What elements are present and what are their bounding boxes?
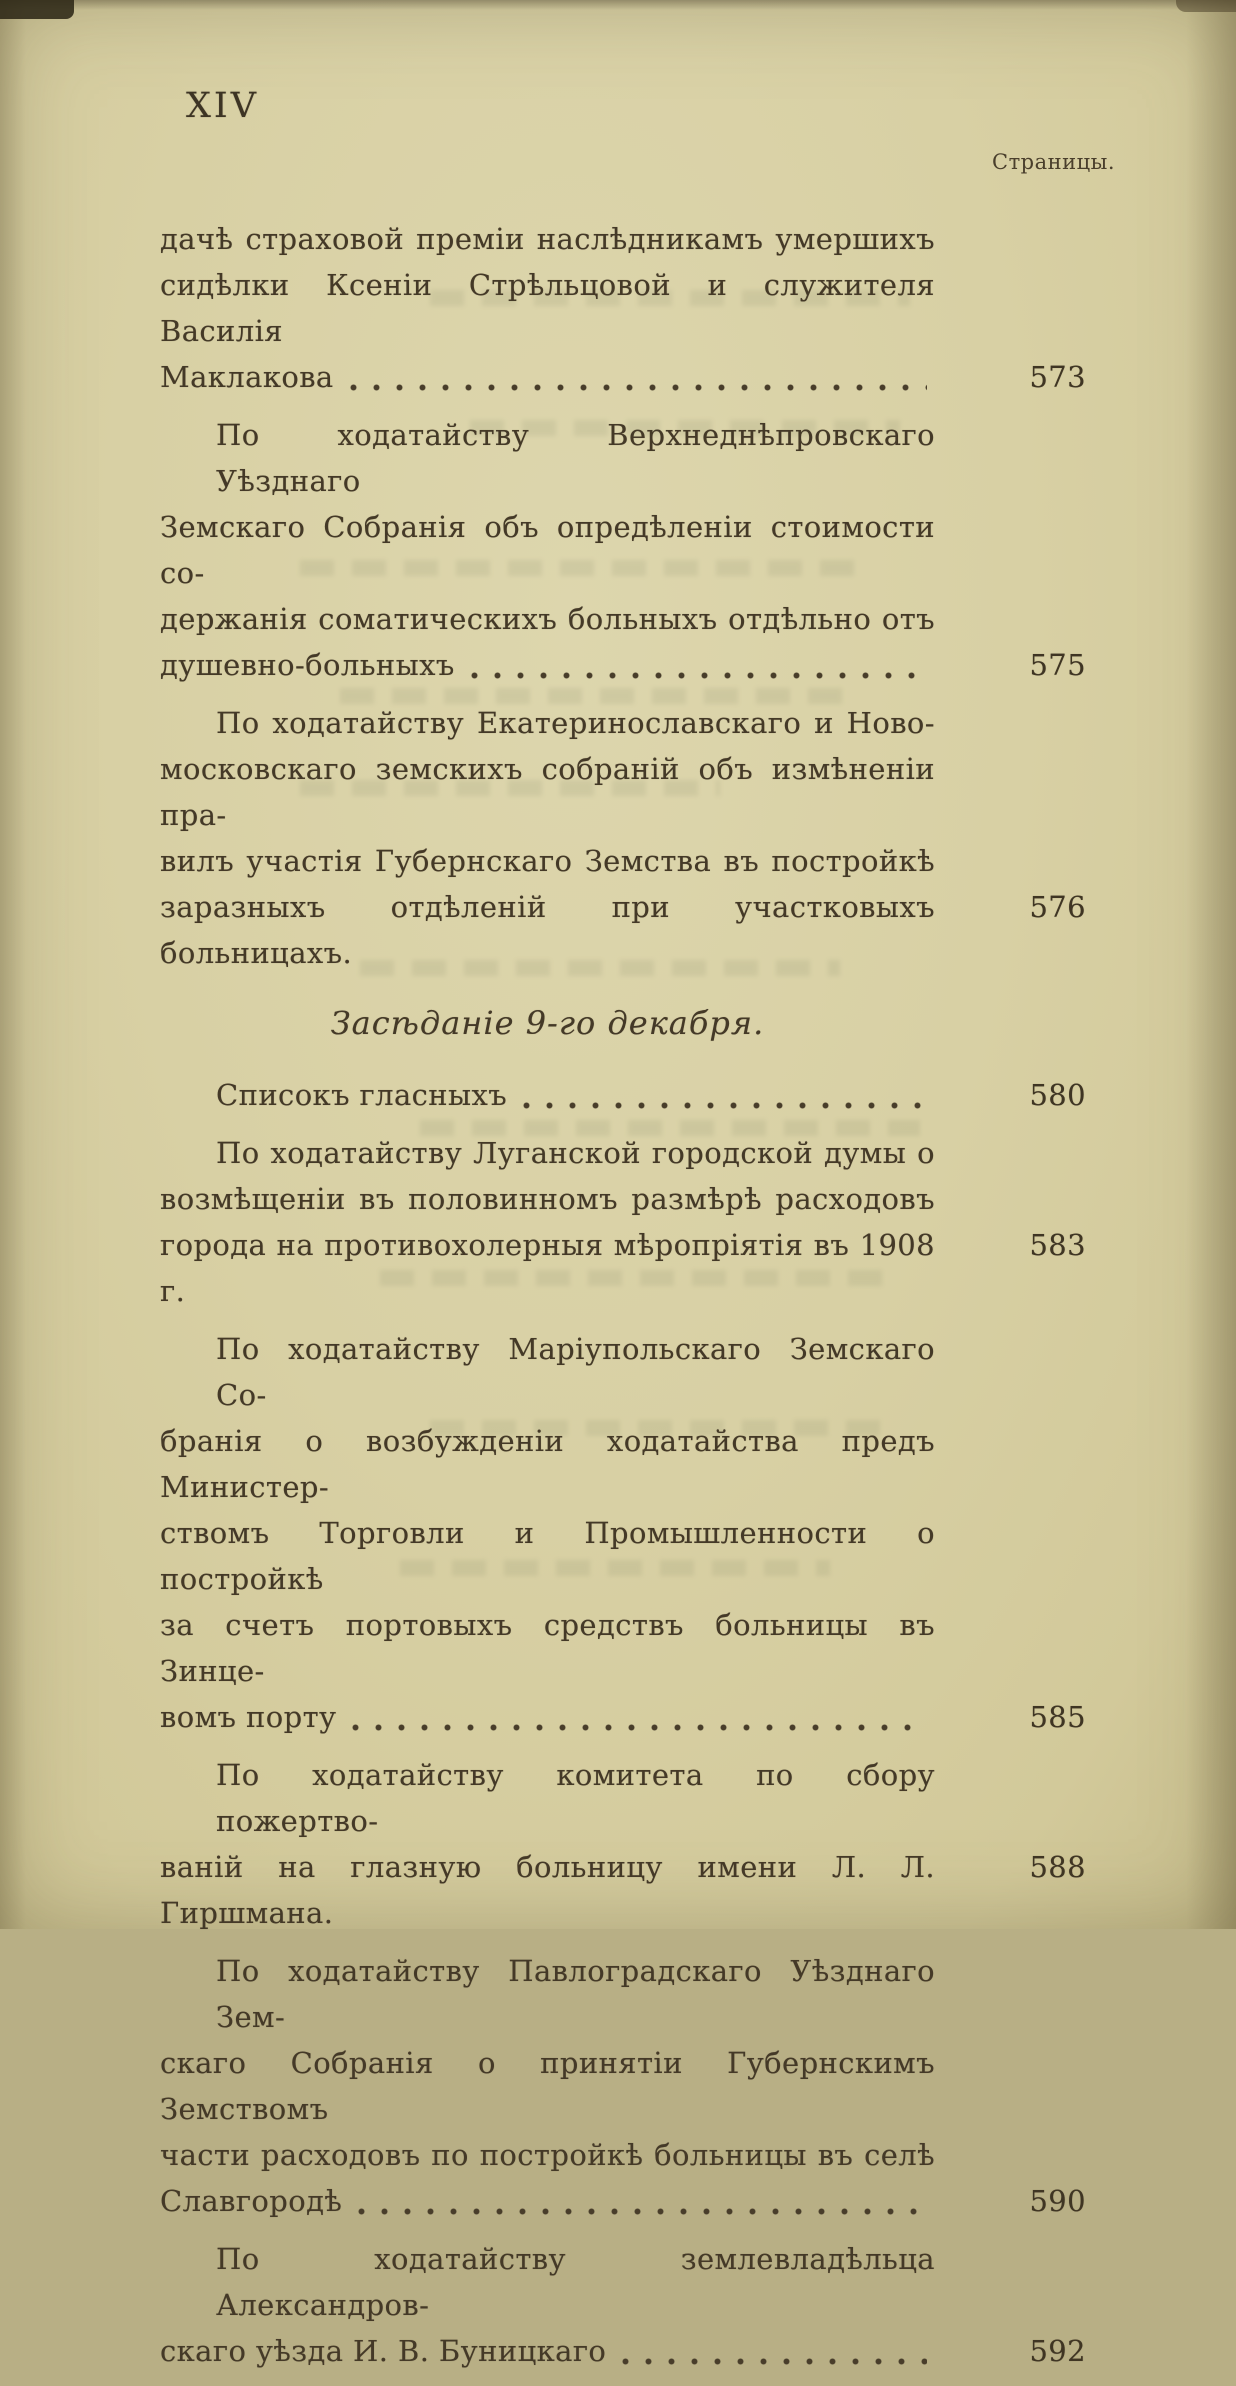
- toc-entry-line: [160, 1844, 1100, 1936]
- toc-entry-line: [160, 2040, 1100, 2132]
- toc-entry-line: [160, 354, 1100, 400]
- toc-entry-line: [160, 1510, 1100, 1602]
- toc-entry-line: [160, 642, 1100, 688]
- toc-entry: [160, 216, 1100, 400]
- toc-entry-line: [160, 2236, 1100, 2328]
- page-number: 576: [1029, 890, 1086, 924]
- entry-text: душевно-больныхъ: [160, 648, 455, 682]
- page-number: 590: [1029, 2184, 1086, 2218]
- page-left-shadow: [0, 0, 26, 1929]
- toc-entry-line: [160, 1130, 1100, 1176]
- toc-entry-line: [160, 216, 1100, 262]
- scan-corner-mark: [1176, 0, 1236, 12]
- toc-entry: [160, 1326, 1100, 1740]
- dot-leader: [358, 2207, 927, 2216]
- toc-entry-line: [160, 1752, 1100, 1844]
- dot-leader: [352, 1723, 927, 1732]
- entry-text: скаго уѣзда И. В. Буницкаго: [160, 2334, 607, 2368]
- entry-text: бранія о возбужденіи ходатайства предъ Министер-: [160, 1424, 935, 1504]
- toc-entry: [160, 1130, 1100, 1314]
- pages-column-header: Страницы.: [992, 150, 1116, 174]
- toc-entry-line: [160, 504, 1100, 596]
- dot-leader: [622, 2357, 927, 2366]
- toc-entry: [160, 412, 1100, 688]
- page-number: 575: [1029, 648, 1086, 682]
- toc-entry-line: [160, 2132, 1100, 2178]
- toc-entry-line: [160, 412, 1100, 504]
- entry-text: дачѣ страховой преміи наслѣдникамъ умершихъ: [160, 222, 935, 256]
- dot-leader: [471, 671, 927, 680]
- page-top-shadow: [0, 0, 1236, 10]
- entry-text: скаго Собранія о принятіи Губернскимъ Земствомъ: [160, 2046, 935, 2126]
- toc-entry-line: [160, 884, 1100, 976]
- entry-text: Земскаго Собранія объ опредѣленіи стоимости со-: [160, 510, 935, 590]
- page-number: 583: [1029, 1228, 1086, 1262]
- page-folio-number: XIV: [186, 86, 260, 126]
- entry-text: города на противохолерныя мѣропріятія въ 1908 г.: [160, 1228, 935, 1308]
- toc-entry-line: [160, 1176, 1100, 1222]
- toc-entry: [160, 1752, 1100, 1936]
- toc-entry-line: [160, 1948, 1100, 2040]
- toc-entry: [160, 1072, 1100, 1118]
- toc-entry-line: [160, 1694, 1100, 1740]
- toc-entry-line: [160, 596, 1100, 642]
- entry-text: московскаго земскихъ собраній объ измѣненіи пра-: [160, 752, 935, 832]
- toc-entry-line: [160, 262, 1100, 354]
- entry-text: части расходовъ по постройкѣ больницы въ селѣ: [160, 2138, 935, 2172]
- page-number: 588: [1029, 1850, 1086, 1884]
- entry-text: возмѣщеніи въ половинномъ размѣрѣ расходовъ: [160, 1182, 935, 1216]
- toc-entry-line: [160, 1602, 1100, 1694]
- dot-leader: [350, 383, 927, 392]
- entry-text: Славгородѣ: [160, 2184, 343, 2218]
- entry-text: По ходатайству комитета по сбору пожертво-: [216, 1758, 935, 1838]
- toc-entry-line: [160, 1072, 1100, 1118]
- toc-entry-line: [160, 1418, 1100, 1510]
- entry-text: По ходатайству Луганской городской думы о: [216, 1136, 935, 1170]
- entry-text: По ходатайству землевладѣльца Александров-: [216, 2242, 935, 2322]
- page-number: 592: [1029, 2334, 1086, 2368]
- dot-leader: [523, 1101, 927, 1110]
- toc-entry-line: [160, 1222, 1100, 1314]
- entry-text: держанія соматическихъ больныхъ отдѣльно отъ: [160, 602, 935, 636]
- toc-entry-line: [160, 746, 1100, 838]
- page-number: 580: [1029, 1078, 1086, 1112]
- toc-entry-line: [160, 700, 1100, 746]
- table-of-contents: [160, 216, 1100, 2386]
- toc-entry-line: [160, 2178, 1100, 2224]
- toc-entry-line: [160, 2328, 1100, 2374]
- entry-text: вомъ порту: [160, 1700, 337, 1734]
- toc-entry: [160, 2236, 1100, 2374]
- toc-entry: [160, 700, 1100, 976]
- entry-text: заразныхъ отдѣленій при участковыхъ больницахъ.: [160, 890, 935, 970]
- entry-text: Списокъ гласныхъ: [216, 1078, 508, 1112]
- page-number: 573: [1029, 360, 1086, 394]
- entry-text: Маклакова: [160, 360, 334, 394]
- entry-text: вилъ участія Губернскаго Земства въ постройкѣ: [160, 844, 935, 878]
- entry-text: По ходатайству Верхнеднѣпровскаго Уѣзднаго: [216, 418, 935, 498]
- entry-text: ствомъ Торговли и Промышленности о постройкѣ: [160, 1516, 935, 1596]
- page-right-shadow: [1186, 0, 1236, 1929]
- entry-text: ваній на глазную больницу имени Л. Л. Гиршмана.: [160, 1850, 935, 1930]
- toc-entry: [160, 1948, 1100, 2224]
- entry-text: за счетъ портовыхъ средствъ больницы въ Зинце-: [160, 1608, 935, 1688]
- entry-text: сидѣлки Ксеніи Стрѣльцовой и служителя Василія: [160, 268, 935, 348]
- entry-text: По ходатайству Маріупольскаго Земскаго Со-: [216, 1332, 935, 1412]
- page-number: 585: [1029, 1700, 1086, 1734]
- toc-entry-line: [160, 1326, 1100, 1418]
- scan-corner-mark: [0, 0, 74, 19]
- toc-entry-line: [160, 838, 1100, 884]
- session-heading: Засѣданіе 9-го декабря.: [330, 1004, 765, 1042]
- entry-text: По ходатайству Екатеринославскаго и Ново-: [216, 706, 935, 740]
- entry-text: По ходатайству Павлоградскаго Уѣзднаго Зем-: [216, 1954, 935, 2034]
